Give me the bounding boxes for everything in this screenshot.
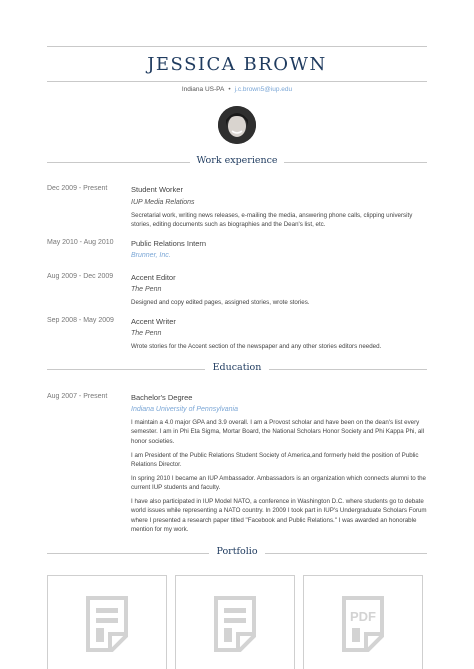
job-org-link[interactable]: Brunner, Inc. bbox=[131, 252, 171, 259]
education-paragraph: In spring 2010 I became an IUP Ambassador. Ambassadors is an organization which connects alumni to the current IUP students and faculty. bbox=[131, 475, 426, 492]
pdf-icon bbox=[342, 596, 384, 652]
job-description: Designed and copy edited pages, assigned stories, wrote stories. bbox=[131, 299, 310, 306]
job-date: Sep 2008 - May 2009 bbox=[47, 317, 114, 324]
job-date: Aug 2009 - Dec 2009 bbox=[47, 273, 114, 280]
degree: Bachelor's Degree bbox=[131, 393, 193, 402]
pdf-label: PDF bbox=[350, 609, 376, 624]
education-date: Aug 2007 - Present bbox=[47, 393, 108, 400]
education-paragraph: I am President of the Public Relations Student Society of America,and formerly held the position of Public Relations Director. bbox=[131, 452, 419, 469]
school-link[interactable]: Indiana University of Pennsylvania bbox=[131, 406, 239, 413]
job-date: May 2010 - Aug 2010 bbox=[47, 239, 114, 246]
contact-line bbox=[0, 86, 474, 93]
name-divider bbox=[47, 81, 427, 82]
job-role: Accent Writer bbox=[131, 317, 176, 326]
top-divider bbox=[47, 46, 427, 47]
job-role: Public Relations Intern bbox=[131, 239, 207, 248]
job-role: Accent Editor bbox=[131, 273, 176, 282]
portfolio-section-header bbox=[0, 546, 474, 560]
job-org: The Penn bbox=[131, 286, 162, 293]
avatar bbox=[218, 106, 256, 144]
location: Indiana US-PA bbox=[181, 86, 225, 93]
job-description: Secretarial work, writing news releases, e-mailing the media, answering phone calls, clipping university stories, editing documents such as biographies and the Dean's list, etc. bbox=[131, 212, 413, 229]
portfolio-item[interactable] bbox=[47, 575, 167, 669]
education-section-header bbox=[0, 362, 474, 376]
portfolio-item[interactable] bbox=[175, 575, 295, 669]
job-org: The Penn bbox=[131, 330, 162, 337]
job-description: Wrote stories for the Accent section of the newspaper and any other stories editors needed. bbox=[131, 343, 382, 350]
separator-dot: • bbox=[228, 86, 231, 93]
education-paragraph: I maintain a 4.0 major GPA and 3.9 overall. I am a Provost scholar and have been on the dean's list every semester. I am in Phi Eta Sigma, Mortar Board, the National Scholars Honor Society and Phi Kappa Phi, all honor societies. bbox=[131, 419, 425, 445]
document-icon bbox=[86, 596, 128, 652]
document-icon bbox=[214, 596, 256, 652]
work-section-title: Work experience bbox=[190, 155, 283, 166]
portfolio-section-title: Portfolio bbox=[210, 546, 263, 557]
work-section-header bbox=[0, 155, 474, 169]
education-section-title: Education bbox=[207, 362, 268, 373]
job-org: IUP Media Relations bbox=[131, 199, 195, 206]
portfolio-item[interactable] bbox=[303, 575, 423, 669]
job-role: Student Worker bbox=[131, 185, 183, 194]
education-paragraph: I have also participated in IUP Model NATO, a conference in Washington D.C. where students go to debate world issues while representing a NATO country. In 2009 I took part in IUP's Undergraduate Scholars Forum where I presented a research paper titled "Facebook and Public Relations." I was awarded an honorable mention for my work. bbox=[131, 498, 427, 534]
email-link[interactable]: j.c.brown5@iup.edu bbox=[234, 86, 293, 93]
job-date: Dec 2009 - Present bbox=[47, 185, 108, 192]
candidate-name: JESSICA BROWN bbox=[147, 54, 327, 75]
